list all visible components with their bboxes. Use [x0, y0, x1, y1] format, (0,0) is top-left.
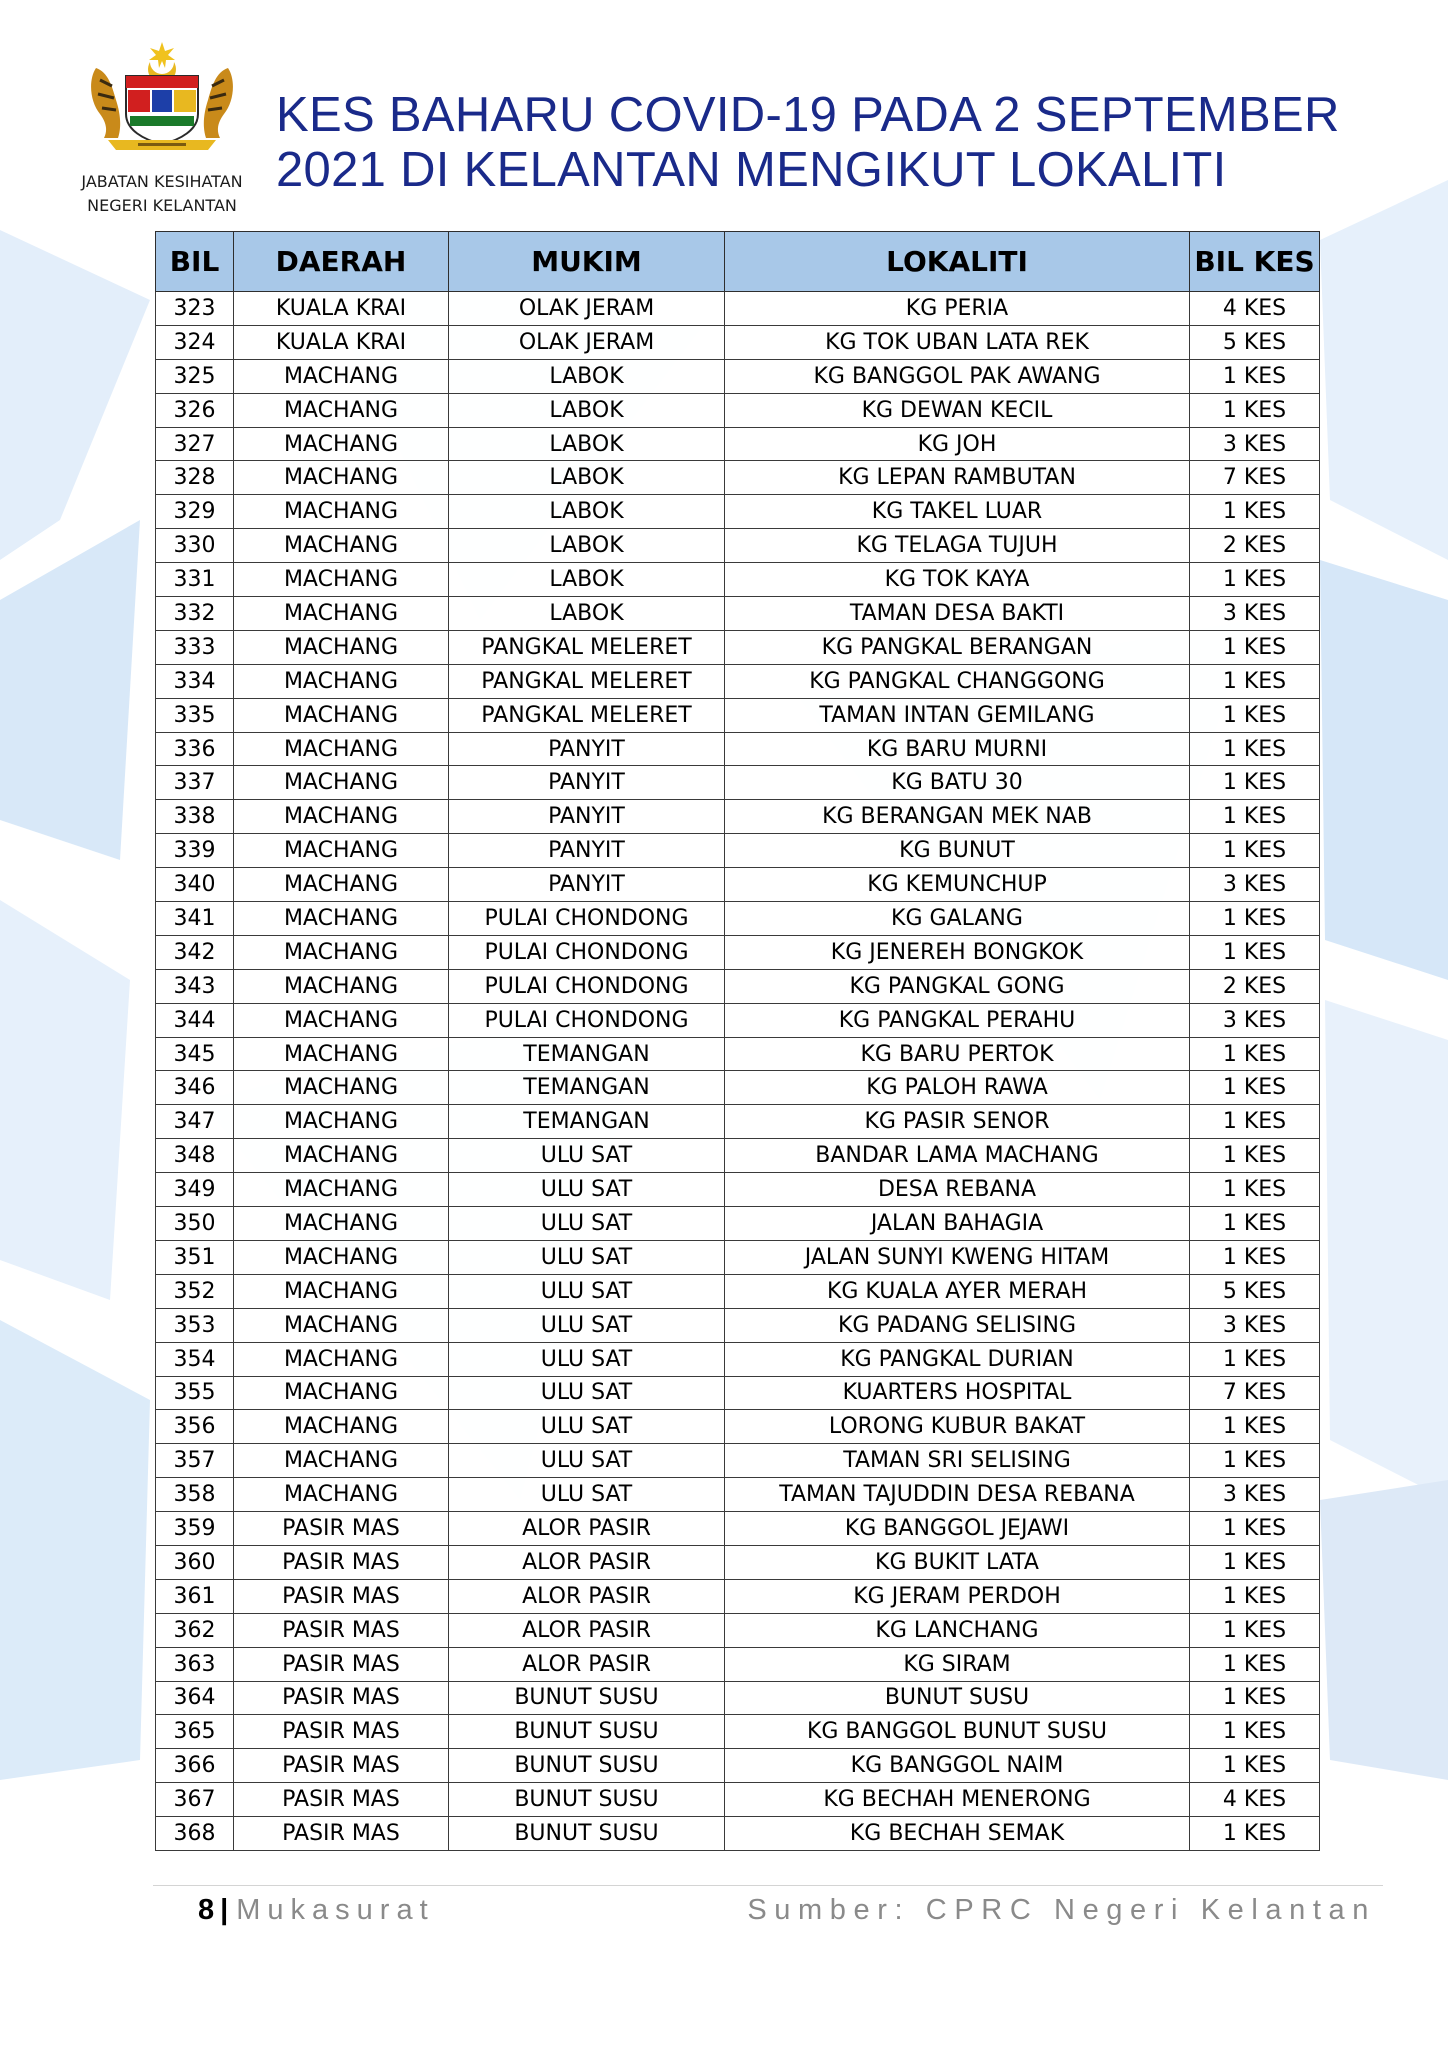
- column-header-bil: BIL: [156, 232, 234, 292]
- table-row: [156, 1715, 1320, 1749]
- agency-name-line1: JABATAN KESIHATAN: [81, 172, 243, 191]
- cell-bil: 359: [156, 1512, 234, 1546]
- cell-bil: 361: [156, 1579, 234, 1613]
- cell-bil-kes: 1 KES: [1190, 1444, 1320, 1478]
- cell-mukim: PULAI CHONDONG: [449, 1003, 725, 1037]
- cell-daerah: MACHANG: [234, 1444, 449, 1478]
- cell-bil: 327: [156, 427, 234, 461]
- table-row: [156, 834, 1320, 868]
- cell-daerah: MACHANG: [234, 1037, 449, 1071]
- cell-mukim: ULU SAT: [449, 1207, 725, 1241]
- cell-mukim: ULU SAT: [449, 1410, 725, 1444]
- cell-mukim: ULU SAT: [449, 1139, 725, 1173]
- table-row: [156, 1139, 1320, 1173]
- cell-mukim: BUNUT SUSU: [449, 1817, 725, 1851]
- cell-lokaliti: KG PASIR SENOR: [725, 1105, 1190, 1139]
- cell-bil: 343: [156, 969, 234, 1003]
- cell-bil-kes: 1 KES: [1190, 1105, 1320, 1139]
- cell-mukim: LABOK: [449, 563, 725, 597]
- cell-bil-kes: 1 KES: [1190, 1647, 1320, 1681]
- cell-bil-kes: 1 KES: [1190, 1579, 1320, 1613]
- cell-bil-kes: 1 KES: [1190, 630, 1320, 664]
- cell-lokaliti: KG GALANG: [725, 902, 1190, 936]
- cell-bil-kes: 1 KES: [1190, 1613, 1320, 1647]
- table-row: [156, 732, 1320, 766]
- cell-bil-kes: 1 KES: [1190, 563, 1320, 597]
- cell-mukim: LABOK: [449, 427, 725, 461]
- table-row: [156, 495, 1320, 529]
- table-row: [156, 902, 1320, 936]
- cell-mukim: PANGKAL MELERET: [449, 630, 725, 664]
- cell-daerah: MACHANG: [234, 359, 449, 393]
- cell-mukim: LABOK: [449, 461, 725, 495]
- table-row: [156, 1376, 1320, 1410]
- cell-bil: 330: [156, 529, 234, 563]
- cell-mukim: PULAI CHONDONG: [449, 969, 725, 1003]
- table-row: [156, 1681, 1320, 1715]
- cell-bil-kes: 1 KES: [1190, 495, 1320, 529]
- malaysia-coat-of-arms-icon: [78, 40, 246, 152]
- cell-bil: 325: [156, 359, 234, 393]
- cell-daerah: MACHANG: [234, 529, 449, 563]
- cell-bil-kes: 1 KES: [1190, 834, 1320, 868]
- table-row: [156, 969, 1320, 1003]
- cell-mukim: PULAI CHONDONG: [449, 902, 725, 936]
- cell-bil: 353: [156, 1308, 234, 1342]
- cell-bil-kes: 2 KES: [1190, 969, 1320, 1003]
- table-row: [156, 800, 1320, 834]
- cell-daerah: MACHANG: [234, 1139, 449, 1173]
- table-row: [156, 1173, 1320, 1207]
- cell-bil-kes: 2 KES: [1190, 529, 1320, 563]
- cell-lokaliti: KG PANGKAL DURIAN: [725, 1342, 1190, 1376]
- cell-bil-kes: 3 KES: [1190, 868, 1320, 902]
- cell-mukim: PANYIT: [449, 868, 725, 902]
- cell-mukim: BUNUT SUSU: [449, 1749, 725, 1783]
- cell-lokaliti: BUNUT SUSU: [725, 1681, 1190, 1715]
- cell-bil: 338: [156, 800, 234, 834]
- cell-lokaliti: KG PANGKAL PERAHU: [725, 1003, 1190, 1037]
- cell-daerah: MACHANG: [234, 1376, 449, 1410]
- table-row: [156, 766, 1320, 800]
- cell-daerah: MACHANG: [234, 902, 449, 936]
- cell-lokaliti: KG BANGGOL NAIM: [725, 1749, 1190, 1783]
- cell-daerah: PASIR MAS: [234, 1545, 449, 1579]
- cell-bil: 345: [156, 1037, 234, 1071]
- cell-mukim: ULU SAT: [449, 1240, 725, 1274]
- cell-daerah: PASIR MAS: [234, 1512, 449, 1546]
- cell-daerah: MACHANG: [234, 461, 449, 495]
- cell-bil: 341: [156, 902, 234, 936]
- cell-daerah: MACHANG: [234, 1308, 449, 1342]
- cell-bil: 365: [156, 1715, 234, 1749]
- cell-daerah: MACHANG: [234, 495, 449, 529]
- cell-mukim: TEMANGAN: [449, 1037, 725, 1071]
- cell-bil: 326: [156, 393, 234, 427]
- cell-mukim: PANYIT: [449, 834, 725, 868]
- cell-bil: 332: [156, 597, 234, 631]
- table-row: [156, 325, 1320, 359]
- cell-lokaliti: KG PERIA: [725, 292, 1190, 326]
- cell-daerah: MACHANG: [234, 597, 449, 631]
- cell-lokaliti: KG LANCHANG: [725, 1613, 1190, 1647]
- cell-bil-kes: 1 KES: [1190, 1749, 1320, 1783]
- cell-bil: 350: [156, 1207, 234, 1241]
- cell-bil: 342: [156, 935, 234, 969]
- cell-daerah: MACHANG: [234, 427, 449, 461]
- cell-lokaliti: KG PANGKAL BERANGAN: [725, 630, 1190, 664]
- cell-mukim: ALOR PASIR: [449, 1512, 725, 1546]
- cell-mukim: PANGKAL MELERET: [449, 698, 725, 732]
- cell-mukim: TEMANGAN: [449, 1105, 725, 1139]
- cell-bil: 367: [156, 1783, 234, 1817]
- cell-daerah: MACHANG: [234, 1342, 449, 1376]
- cell-daerah: MACHANG: [234, 1478, 449, 1512]
- table-row: [156, 1105, 1320, 1139]
- cell-daerah: MACHANG: [234, 630, 449, 664]
- cell-lokaliti: KG KEMUNCHUP: [725, 868, 1190, 902]
- cell-bil-kes: 3 KES: [1190, 1308, 1320, 1342]
- cell-bil-kes: 1 KES: [1190, 1240, 1320, 1274]
- cell-bil-kes: 1 KES: [1190, 698, 1320, 732]
- table-header-row: [156, 232, 1320, 292]
- table-row: [156, 1817, 1320, 1851]
- cell-daerah: MACHANG: [234, 1240, 449, 1274]
- column-header-daerah: DAERAH: [234, 232, 449, 292]
- cell-bil: 347: [156, 1105, 234, 1139]
- agency-name: [60, 170, 264, 218]
- cell-daerah: PASIR MAS: [234, 1613, 449, 1647]
- cell-bil: 344: [156, 1003, 234, 1037]
- cell-bil-kes: 3 KES: [1190, 427, 1320, 461]
- cell-lokaliti: KG LEPAN RAMBUTAN: [725, 461, 1190, 495]
- cell-bil-kes: 3 KES: [1190, 1003, 1320, 1037]
- cell-daerah: PASIR MAS: [234, 1817, 449, 1851]
- cell-lokaliti: BANDAR LAMA MACHANG: [725, 1139, 1190, 1173]
- table-row: [156, 1749, 1320, 1783]
- cell-mukim: ULU SAT: [449, 1342, 725, 1376]
- cell-bil-kes: 3 KES: [1190, 597, 1320, 631]
- cell-bil: 339: [156, 834, 234, 868]
- cell-mukim: BUNUT SUSU: [449, 1681, 725, 1715]
- cell-bil: 368: [156, 1817, 234, 1851]
- cell-bil: 333: [156, 630, 234, 664]
- table-row: [156, 359, 1320, 393]
- cell-lokaliti: KG BUKIT LATA: [725, 1545, 1190, 1579]
- cell-bil-kes: 1 KES: [1190, 1512, 1320, 1546]
- cell-bil: 362: [156, 1613, 234, 1647]
- cell-mukim: BUNUT SUSU: [449, 1715, 725, 1749]
- cell-bil: 336: [156, 732, 234, 766]
- table-row: [156, 1308, 1320, 1342]
- table-row: [156, 597, 1320, 631]
- cell-bil-kes: 1 KES: [1190, 1817, 1320, 1851]
- cell-bil: 363: [156, 1647, 234, 1681]
- cell-bil-kes: 5 KES: [1190, 1274, 1320, 1308]
- cell-bil: 348: [156, 1139, 234, 1173]
- table-row: [156, 292, 1320, 326]
- cell-bil-kes: 1 KES: [1190, 359, 1320, 393]
- cell-bil-kes: 1 KES: [1190, 1071, 1320, 1105]
- table-row: [156, 529, 1320, 563]
- cell-bil-kes: 4 KES: [1190, 292, 1320, 326]
- cell-mukim: ALOR PASIR: [449, 1545, 725, 1579]
- cell-lokaliti: KG BATU 30: [725, 766, 1190, 800]
- cell-daerah: KUALA KRAI: [234, 325, 449, 359]
- cell-bil: 356: [156, 1410, 234, 1444]
- agency-name-line2: NEGERI KELANTAN: [87, 196, 237, 215]
- cell-daerah: MACHANG: [234, 800, 449, 834]
- cell-daerah: PASIR MAS: [234, 1579, 449, 1613]
- table-row: [156, 630, 1320, 664]
- cell-bil-kes: 1 KES: [1190, 1139, 1320, 1173]
- page-number: [198, 1890, 435, 1930]
- cell-daerah: MACHANG: [234, 732, 449, 766]
- table-row: [156, 563, 1320, 597]
- cell-bil: 352: [156, 1274, 234, 1308]
- table-row: [156, 1647, 1320, 1681]
- cell-bil: 337: [156, 766, 234, 800]
- cell-daerah: MACHANG: [234, 664, 449, 698]
- cell-lokaliti: KG BARU PERTOK: [725, 1037, 1190, 1071]
- page-separator: |: [220, 1894, 229, 1926]
- cell-lokaliti: KG TOK KAYA: [725, 563, 1190, 597]
- cell-mukim: ULU SAT: [449, 1274, 725, 1308]
- table-row: [156, 1410, 1320, 1444]
- table-row: [156, 1478, 1320, 1512]
- cell-mukim: OLAK JERAM: [449, 292, 725, 326]
- cell-daerah: PASIR MAS: [234, 1749, 449, 1783]
- table-row: [156, 1274, 1320, 1308]
- table-row: [156, 393, 1320, 427]
- cell-lokaliti: KG TAKEL LUAR: [725, 495, 1190, 529]
- cell-lokaliti: TAMAN DESA BAKTI: [725, 597, 1190, 631]
- table-row: [156, 1613, 1320, 1647]
- cell-lokaliti: KG JENEREH BONGKOK: [725, 935, 1190, 969]
- cell-bil: 364: [156, 1681, 234, 1715]
- cell-mukim: ULU SAT: [449, 1376, 725, 1410]
- cell-daerah: MACHANG: [234, 1274, 449, 1308]
- cell-daerah: MACHANG: [234, 1410, 449, 1444]
- table-row: [156, 1545, 1320, 1579]
- cell-bil-kes: 1 KES: [1190, 1173, 1320, 1207]
- cell-bil-kes: 1 KES: [1190, 935, 1320, 969]
- table-body: [156, 292, 1320, 1851]
- cell-lokaliti: DESA REBANA: [725, 1173, 1190, 1207]
- cell-lokaliti: KG BERANGAN MEK NAB: [725, 800, 1190, 834]
- table-row: [156, 1003, 1320, 1037]
- cell-bil-kes: 1 KES: [1190, 766, 1320, 800]
- cell-mukim: LABOK: [449, 393, 725, 427]
- cell-lokaliti: KG TOK UBAN LATA REK: [725, 325, 1190, 359]
- cell-lokaliti: KG BARU MURNI: [725, 732, 1190, 766]
- cell-mukim: ALOR PASIR: [449, 1647, 725, 1681]
- cell-lokaliti: KG BECHAH SEMAK: [725, 1817, 1190, 1851]
- cell-lokaliti: TAMAN SRI SELISING: [725, 1444, 1190, 1478]
- table-row: [156, 868, 1320, 902]
- cell-lokaliti: KG BUNUT: [725, 834, 1190, 868]
- cell-daerah: MACHANG: [234, 834, 449, 868]
- cell-bil-kes: 1 KES: [1190, 1207, 1320, 1241]
- cell-bil: 324: [156, 325, 234, 359]
- cell-mukim: PANYIT: [449, 766, 725, 800]
- cell-lokaliti: KG JOH: [725, 427, 1190, 461]
- cell-bil-kes: 1 KES: [1190, 1342, 1320, 1376]
- table-row: [156, 1037, 1320, 1071]
- table-row: [156, 935, 1320, 969]
- cases-table: [155, 231, 1320, 1851]
- cell-daerah: PASIR MAS: [234, 1681, 449, 1715]
- cell-bil-kes: 1 KES: [1190, 1037, 1320, 1071]
- cell-daerah: MACHANG: [234, 1071, 449, 1105]
- cell-bil: 328: [156, 461, 234, 495]
- page-title-line1: KES BAHARU COVID-19 PADA 2 SEPTEMBER: [276, 88, 1340, 142]
- cell-lokaliti: KG DEWAN KECIL: [725, 393, 1190, 427]
- table-row: [156, 1512, 1320, 1546]
- cell-bil: 329: [156, 495, 234, 529]
- cell-lokaliti: KG PADANG SELISING: [725, 1308, 1190, 1342]
- table-row: [156, 1207, 1320, 1241]
- table-row: [156, 698, 1320, 732]
- column-header-lokaliti: LOKALITI: [725, 232, 1190, 292]
- cell-bil: 355: [156, 1376, 234, 1410]
- cell-daerah: MACHANG: [234, 563, 449, 597]
- cell-mukim: ULU SAT: [449, 1173, 725, 1207]
- cell-lokaliti: JALAN SUNYI KWENG HITAM: [725, 1240, 1190, 1274]
- cell-mukim: LABOK: [449, 597, 725, 631]
- cell-mukim: LABOK: [449, 359, 725, 393]
- cell-lokaliti: KG KUALA AYER MERAH: [725, 1274, 1190, 1308]
- cell-daerah: MACHANG: [234, 393, 449, 427]
- cell-bil-kes: 7 KES: [1190, 461, 1320, 495]
- cell-bil-kes: 1 KES: [1190, 732, 1320, 766]
- cell-mukim: PANYIT: [449, 800, 725, 834]
- cell-bil: 351: [156, 1240, 234, 1274]
- cell-mukim: LABOK: [449, 495, 725, 529]
- cell-mukim: OLAK JERAM: [449, 325, 725, 359]
- cell-mukim: PULAI CHONDONG: [449, 935, 725, 969]
- page-title-line2: 2021 DI KELANTAN MENGIKUT LOKALITI: [276, 143, 1227, 197]
- cell-bil: 340: [156, 868, 234, 902]
- cell-daerah: MACHANG: [234, 698, 449, 732]
- cell-lokaliti: JALAN BAHAGIA: [725, 1207, 1190, 1241]
- cell-bil-kes: 1 KES: [1190, 800, 1320, 834]
- cell-bil: 323: [156, 292, 234, 326]
- cell-bil-kes: 7 KES: [1190, 1376, 1320, 1410]
- cell-bil: 366: [156, 1749, 234, 1783]
- cell-lokaliti: KG TELAGA TUJUH: [725, 529, 1190, 563]
- cell-daerah: MACHANG: [234, 1105, 449, 1139]
- cell-lokaliti: KG JERAM PERDOH: [725, 1579, 1190, 1613]
- cell-daerah: KUALA KRAI: [234, 292, 449, 326]
- cell-daerah: MACHANG: [234, 766, 449, 800]
- cell-mukim: ULU SAT: [449, 1478, 725, 1512]
- cell-lokaliti: KUARTERS HOSPITAL: [725, 1376, 1190, 1410]
- cell-mukim: ULU SAT: [449, 1444, 725, 1478]
- page-title: [276, 88, 1406, 198]
- cell-bil-kes: 1 KES: [1190, 902, 1320, 936]
- cell-lokaliti: KG SIRAM: [725, 1647, 1190, 1681]
- cell-bil: 349: [156, 1173, 234, 1207]
- table-row: [156, 664, 1320, 698]
- page-label: Mukasurat: [236, 1894, 435, 1926]
- table-row: [156, 1240, 1320, 1274]
- table-row: [156, 1342, 1320, 1376]
- cell-bil-kes: 1 KES: [1190, 1545, 1320, 1579]
- column-header-bil-kes: BIL KES: [1190, 232, 1320, 292]
- cell-bil: 354: [156, 1342, 234, 1376]
- cell-mukim: BUNUT SUSU: [449, 1783, 725, 1817]
- table-row: [156, 427, 1320, 461]
- table-row: [156, 1444, 1320, 1478]
- cell-bil: 331: [156, 563, 234, 597]
- table-row: [156, 1071, 1320, 1105]
- cell-bil-kes: 1 KES: [1190, 393, 1320, 427]
- cell-bil: 360: [156, 1545, 234, 1579]
- cell-bil-kes: 1 KES: [1190, 1681, 1320, 1715]
- cell-lokaliti: LORONG KUBUR BAKAT: [725, 1410, 1190, 1444]
- cell-lokaliti: TAMAN TAJUDDIN DESA REBANA: [725, 1478, 1190, 1512]
- cell-daerah: MACHANG: [234, 935, 449, 969]
- cell-mukim: ALOR PASIR: [449, 1613, 725, 1647]
- page-number-value: 8: [198, 1894, 215, 1926]
- cell-daerah: MACHANG: [234, 1173, 449, 1207]
- cell-daerah: MACHANG: [234, 868, 449, 902]
- cell-lokaliti: KG BANGGOL JEJAWI: [725, 1512, 1190, 1546]
- cell-daerah: PASIR MAS: [234, 1715, 449, 1749]
- column-header-mukim: MUKIM: [449, 232, 725, 292]
- cell-bil: 358: [156, 1478, 234, 1512]
- footer-divider: [153, 1885, 1383, 1886]
- cell-lokaliti: KG BANGGOL BUNUT SUSU: [725, 1715, 1190, 1749]
- cell-lokaliti: KG PANGKAL GONG: [725, 969, 1190, 1003]
- cell-mukim: ALOR PASIR: [449, 1579, 725, 1613]
- cell-bil-kes: 5 KES: [1190, 325, 1320, 359]
- cell-lokaliti: KG PALOH RAWA: [725, 1071, 1190, 1105]
- cell-mukim: PANGKAL MELERET: [449, 664, 725, 698]
- table-row: [156, 1579, 1320, 1613]
- cell-bil: 335: [156, 698, 234, 732]
- cell-lokaliti: KG BANGGOL PAK AWANG: [725, 359, 1190, 393]
- cell-bil: 357: [156, 1444, 234, 1478]
- cell-bil-kes: 1 KES: [1190, 664, 1320, 698]
- cell-bil-kes: 3 KES: [1190, 1478, 1320, 1512]
- table-row: [156, 1783, 1320, 1817]
- cell-daerah: MACHANG: [234, 969, 449, 1003]
- cell-mukim: LABOK: [449, 529, 725, 563]
- cell-daerah: MACHANG: [234, 1003, 449, 1037]
- cell-bil: 334: [156, 664, 234, 698]
- cell-lokaliti: KG BECHAH MENERONG: [725, 1783, 1190, 1817]
- cell-daerah: PASIR MAS: [234, 1783, 449, 1817]
- cell-daerah: MACHANG: [234, 1207, 449, 1241]
- cell-mukim: TEMANGAN: [449, 1071, 725, 1105]
- cell-bil-kes: 4 KES: [1190, 1783, 1320, 1817]
- cell-lokaliti: TAMAN INTAN GEMILANG: [725, 698, 1190, 732]
- cell-bil-kes: 1 KES: [1190, 1715, 1320, 1749]
- cell-bil-kes: 1 KES: [1190, 1410, 1320, 1444]
- cell-daerah: PASIR MAS: [234, 1647, 449, 1681]
- cell-mukim: PANYIT: [449, 732, 725, 766]
- cell-mukim: ULU SAT: [449, 1308, 725, 1342]
- cell-lokaliti: KG PANGKAL CHANGGONG: [725, 664, 1190, 698]
- source-note: Sumber: CPRC Negeri Kelantan: [747, 1894, 1376, 1926]
- table-row: [156, 461, 1320, 495]
- cell-bil: 346: [156, 1071, 234, 1105]
